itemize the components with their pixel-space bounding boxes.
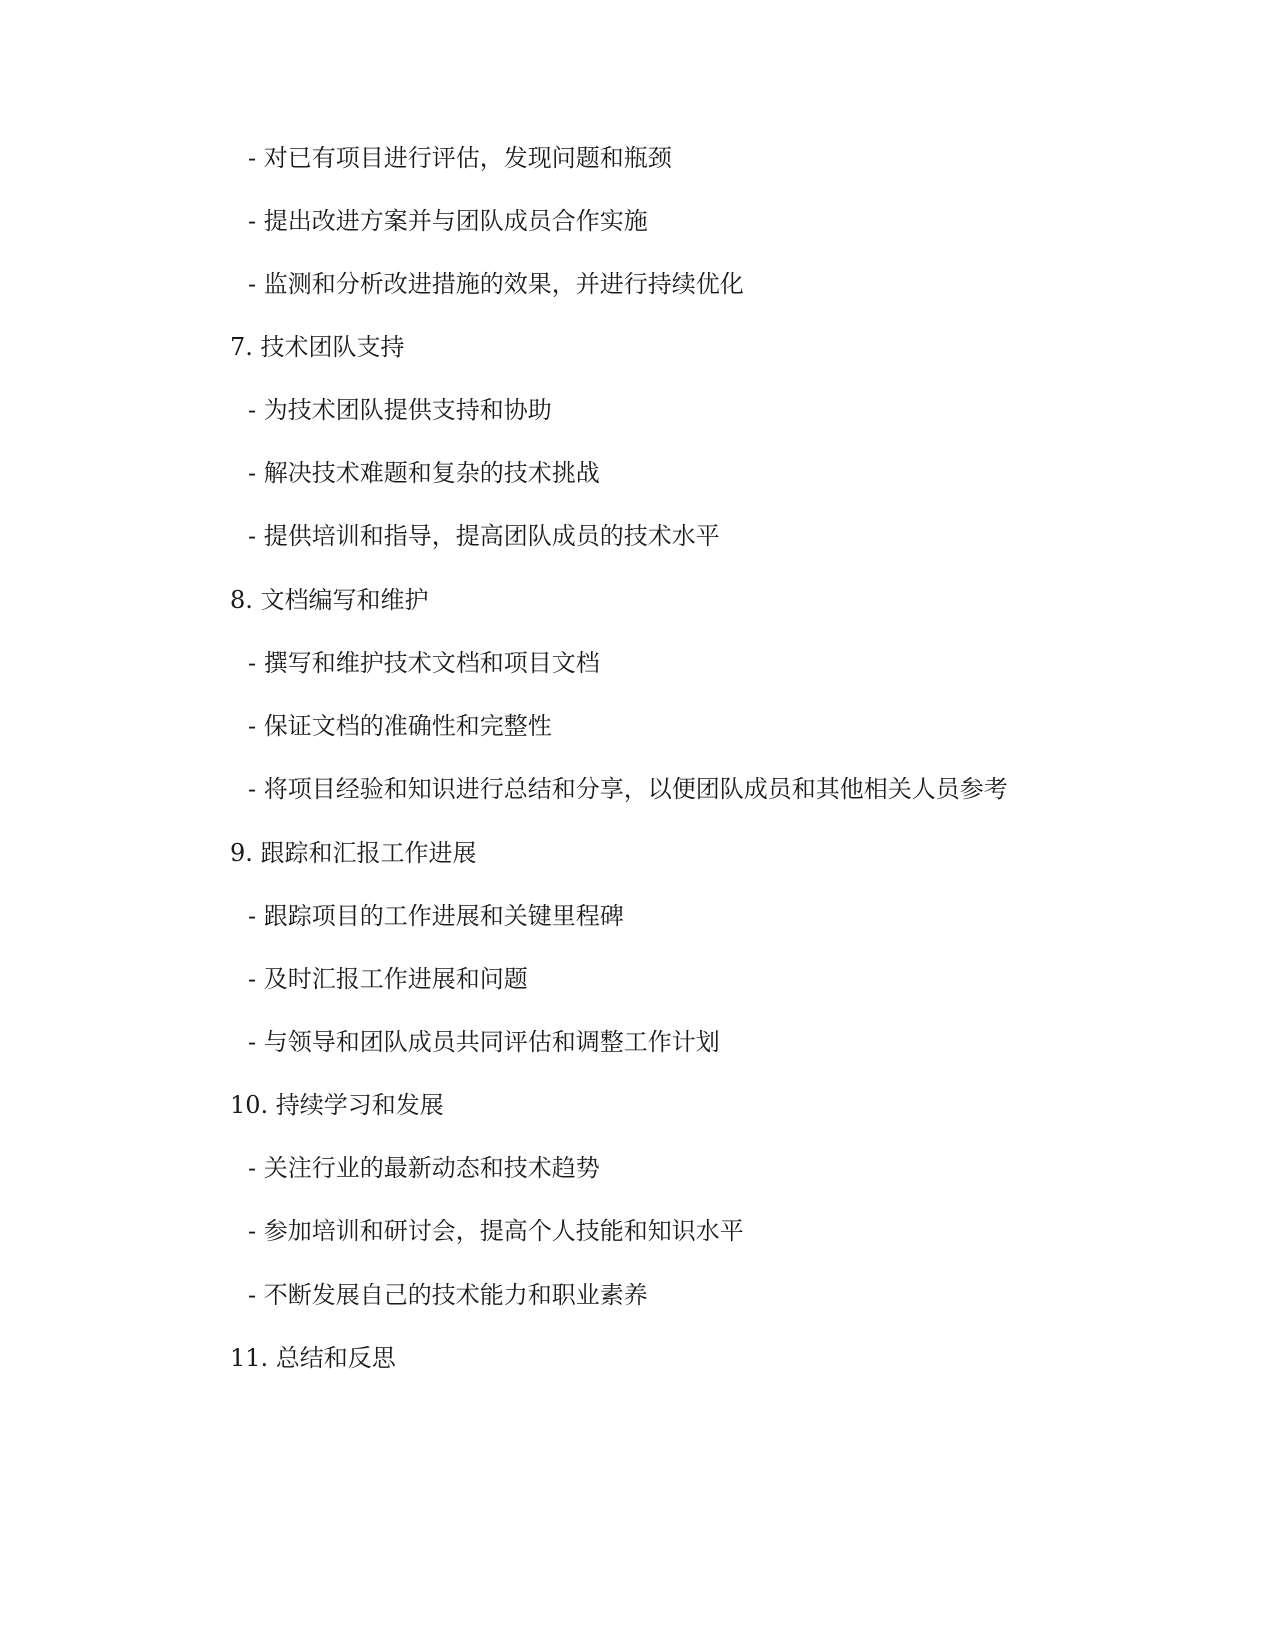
list-item: - 不断发展自己的技术能力和职业素养 (248, 1281, 648, 1309)
list-item: - 撰写和维护技术文档和项目文档 (248, 649, 600, 677)
section-heading: 10. 持续学习和发展 (230, 1091, 444, 1119)
list-item: - 关注行业的最新动态和技术趋势 (248, 1154, 600, 1182)
list-item: - 与领导和团队成员共同评估和调整工作计划 (248, 1028, 720, 1056)
section-heading: 8. 文档编写和维护 (230, 586, 429, 614)
list-item: - 及时汇报工作进展和问题 (248, 965, 528, 993)
list-item: - 解决技术难题和复杂的技术挑战 (248, 459, 600, 487)
section-heading: 7. 技术团队支持 (230, 333, 405, 361)
list-item: - 将项目经验和知识进行总结和分享，以便团队成员和其他相关人员参考 (248, 775, 1008, 803)
list-item: - 对已有项目进行评估，发现问题和瓶颈 (248, 144, 672, 172)
list-item: - 提出改进方案并与团队成员合作实施 (248, 207, 648, 235)
section-heading: 11. 总结和反思 (230, 1344, 396, 1372)
list-item: - 为技术团队提供支持和协助 (248, 396, 552, 424)
list-item: - 提供培训和指导，提高团队成员的技术水平 (248, 522, 720, 550)
list-item: - 参加培训和研讨会，提高个人技能和知识水平 (248, 1217, 744, 1245)
list-item: - 监测和分析改进措施的效果，并进行持续优化 (248, 270, 744, 298)
section-heading: 9. 跟踪和汇报工作进展 (230, 839, 477, 867)
list-item: - 跟踪项目的工作进展和关键里程碑 (248, 902, 624, 930)
list-item: - 保证文档的准确性和完整性 (248, 712, 552, 740)
